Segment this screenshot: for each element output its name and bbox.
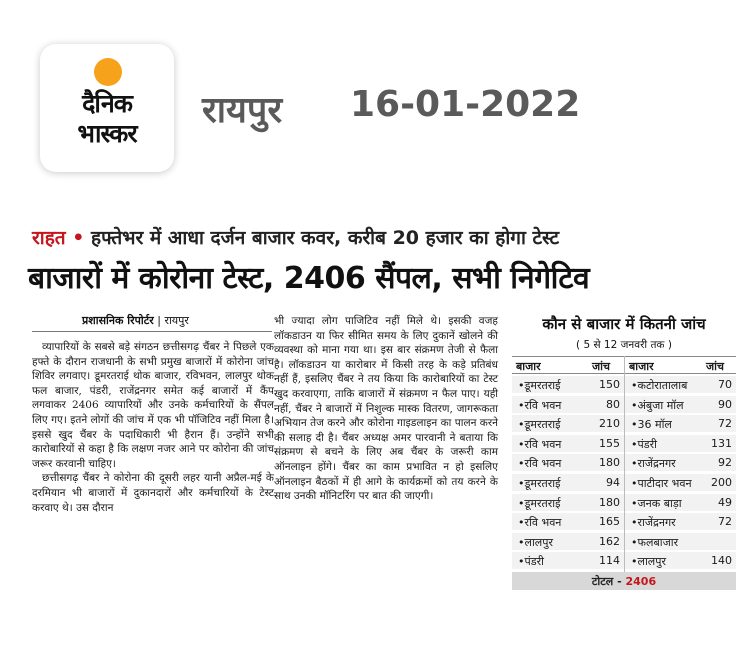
market-name: • राजेंद्रनगर [631, 515, 676, 530]
test-count: 162 [599, 534, 620, 548]
article-paragraph: व्यापारियों के सबसे बड़े संगठन छत्तीसगढ़ चैंबर ने पिछले एक हफ्ते के दौरान राजधानी के सभी प्रमुख बाजारों में कोरोना जांच शिविर लगवाए। डूमरतराई थोक बाजार, रविभवन, लालपुर थोक फल बाजार, पंडरी, राजेंद्रनगर समेत कई बाजारों में कैंप लगवाकर 2406 व्यापारियों और उनके कर्मचारियों के सैंपल लिए गए। इतने लोगों की जांच में एक भी पॉजिटिव नहीं मिला है। इससे खुद चैंबर के पदाधिकारी भी हैरान हैं। उन्होंने सभी कारोबारियों से कहा है कि लक्षण नजर आने पर कोरोना की जांच जरूर करवानी चाहिए। [32, 341, 274, 470]
test-count: 49 [718, 495, 732, 509]
box-subtitle: ( 5 से 12 जनवरी तक ) [576, 339, 672, 351]
test-count: 80 [606, 397, 620, 411]
test-count: 94 [606, 476, 620, 489]
header-market: बाजार [516, 360, 541, 373]
table-row [625, 552, 736, 570]
market-name: • रवि भवन [518, 456, 561, 471]
table-row [625, 494, 736, 512]
kicker [32, 224, 732, 250]
byline-place: रायपुर [164, 314, 189, 327]
kicker-text: हफ्तेभर में आधा दर्जन बाजार कवर, करीब 20 हजार का होगा टेस्ट [91, 227, 560, 249]
market-name: • डूमरतराई [518, 476, 560, 491]
table-row [512, 415, 624, 433]
article-column-2 [274, 314, 498, 504]
test-count: 180 [599, 495, 620, 509]
column-divider [624, 356, 625, 574]
table-row [512, 376, 624, 394]
table-row [512, 552, 624, 570]
test-count: 165 [599, 515, 620, 529]
header-market: बाजार [629, 360, 654, 373]
total-value: 2406 [625, 575, 657, 588]
test-count: 90 [718, 397, 732, 411]
sun-icon [94, 58, 122, 86]
article-column-1 [32, 340, 274, 515]
test-count: 92 [718, 456, 732, 470]
market-name: • रवि भवन [518, 398, 561, 413]
table-row [512, 533, 624, 551]
test-count: 210 [599, 417, 620, 431]
market-name: • रवि भवन [518, 515, 561, 530]
byline-divider [32, 331, 272, 332]
test-count: 155 [599, 436, 620, 450]
byline: प्रशासनिक रिपोर्टर | रायपुर [82, 314, 189, 327]
table-row [625, 454, 736, 472]
header-tests: जांच [706, 360, 724, 373]
table-row [625, 396, 736, 414]
market-name: • डूमरतराई [518, 417, 560, 432]
test-count: 70 [718, 378, 732, 391]
edition-date: 16-01-2022 [350, 84, 581, 125]
market-name: • डूमरतराई [518, 378, 560, 393]
market-name: • जनक बाड़ा [631, 496, 682, 511]
edition-city: रायपुर [202, 90, 283, 131]
total-label: टोटल - [591, 575, 622, 588]
table-row [625, 474, 736, 492]
market-name: • लालपुर [631, 554, 666, 569]
market-name: • अंबुजा मॉल [631, 398, 684, 413]
table-row [625, 533, 736, 551]
dainik-bhaskar-logo [40, 44, 174, 172]
market-name: • पंडरी [631, 437, 657, 452]
logo-text-line2: भास्कर [77, 119, 137, 148]
table-row [625, 415, 736, 433]
test-count: 200 [711, 476, 732, 489]
test-count: 140 [711, 554, 732, 568]
market-name: • राजेंद्रनगर [631, 456, 676, 471]
headline: बाजारों में कोरोना टेस्ट, 2406 सैंपल, सभी निगेटिव [28, 261, 590, 296]
kicker-tag: राहत [32, 227, 66, 249]
header-tests: जांच [592, 360, 610, 373]
test-count: 180 [599, 456, 620, 470]
table-row [625, 513, 736, 531]
byline-reporter: प्रशासनिक रिपोर्टर [82, 314, 154, 327]
logo-text-line1: दैनिक [82, 89, 132, 118]
test-count: 150 [599, 378, 620, 391]
total-row [512, 572, 736, 590]
market-name: • लालपुर [518, 535, 553, 550]
test-count: 131 [711, 436, 732, 450]
kicker-bullet-icon: • [72, 227, 92, 249]
table-row [512, 513, 624, 531]
table-row [512, 396, 624, 414]
table-row [512, 474, 624, 492]
test-count: 72 [718, 515, 732, 529]
table-row [512, 435, 624, 453]
article-paragraph: छत्तीसगढ़ चैंबर ने कोरोना की दूसरी लहर यानी अप्रैल-मई के दरमियान भी बाजारों में दुकानदारों और कर्मचारियों के टेस्ट करवाए थे। उस दौरान [32, 472, 274, 514]
market-name: • कटोरातालाब [631, 378, 687, 393]
box-title: कौन से बाजार में कितनी जांच [542, 315, 706, 333]
table-row [625, 435, 736, 453]
table-row [625, 376, 736, 394]
table-row [512, 454, 624, 472]
test-count: 72 [718, 417, 732, 431]
market-tests-box [512, 314, 736, 592]
market-name: • पाटीदार भवन [631, 476, 692, 491]
news-clipping [22, 222, 736, 602]
market-name: • 36 मॉल [631, 417, 672, 432]
market-name: • डूमरतराई [518, 496, 560, 511]
market-name: • रवि भवन [518, 437, 561, 452]
test-count: 114 [599, 554, 620, 568]
table-row [512, 494, 624, 512]
market-name: • फलबाजार [631, 535, 678, 550]
market-name: • पंडरी [518, 554, 544, 569]
article-paragraph: भी ज्यादा लोग पाजिटिव नहीं मिले थे। इसकी वजह लॉकडाउन या फिर सीमित समय के लिए दुकानें खोलने की व्यवस्था को माना गया था। इस बार संक्रमण तेजी से फैला है। लॉकडाउन या कारोबार में किसी तरह के कड़े प्रतिबंध नहीं हैं, इसलिए चैंबर ने तय किया कि कारोबारियों का टेस्ट खुद करवाएगा, ताकि बाजारों में संक्रमण न फैल पाए। यही नहीं, चैंबर ने बाजारों में निशुल्क मास्क वितरण, जागरूकता अभियान तेज करने और कोरोना गाइडलाइन का पालन करने की सलाह दी है। चैंबर अध्यक्ष अमर पारवानी ने बताया कि संक्रमण से बचने के लिए अब चैंबर के जरूरी काम ऑनलाइन होंगे। चैंबर का काम प्रभावित न हो इसलिए ऑनलाइन बैठकों में ही आगे के कार्यक्रमों को तय करने के साथ उनकी मॉनिटरिंग पर बात की जाएगी। [274, 315, 498, 503]
